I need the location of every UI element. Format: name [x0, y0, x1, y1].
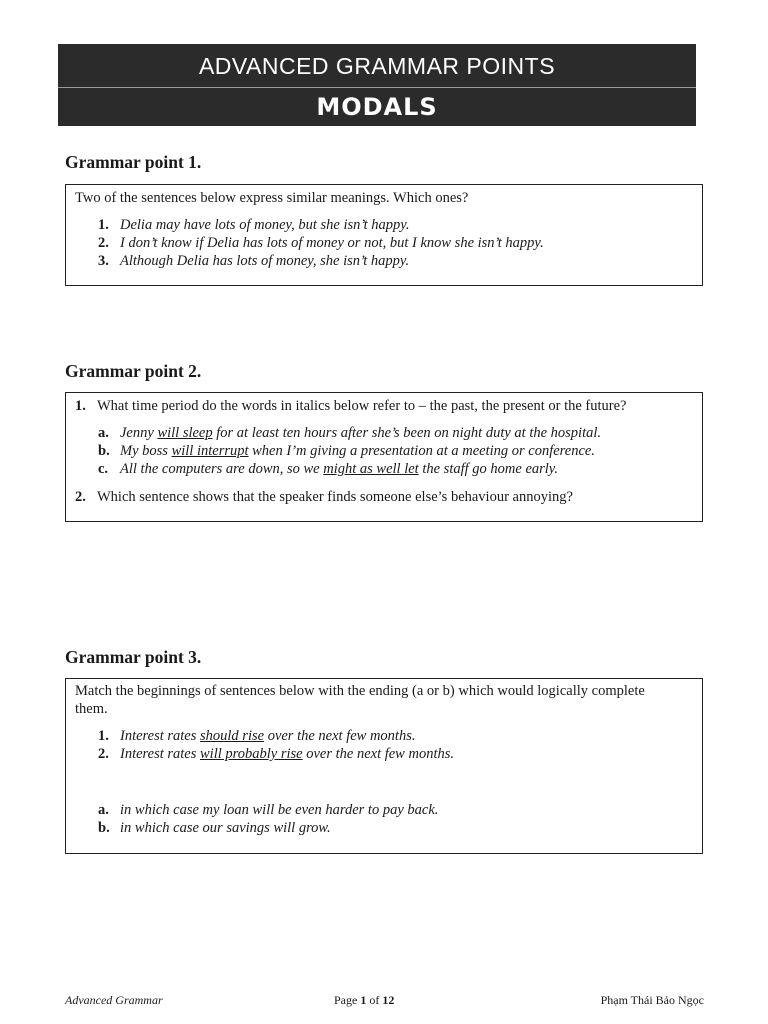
ending-text: in which case my loan will be even harder to pay back.	[120, 802, 439, 818]
item-text: Delia may have lots of money, but she isn’t happy.	[120, 217, 410, 233]
gp2-item-b	[98, 443, 595, 460]
page-number: Page 1 of 12	[334, 993, 395, 1007]
item-letter: b.	[98, 443, 110, 459]
question-number: 1.	[75, 398, 86, 414]
item-number: 2.	[98, 235, 109, 251]
grammar-point-2-box	[65, 392, 703, 522]
gp1-item-2	[98, 235, 544, 252]
footer-author: Phạm Thái Bảo Ngọc	[600, 993, 704, 1007]
grammar-point-1-heading: Grammar point 1.	[65, 152, 202, 172]
item-text: All the computers are down, so we might as well let the staff go home early.	[120, 461, 559, 477]
gp3-item-1	[98, 728, 415, 745]
ending-letter: a.	[98, 802, 109, 818]
ending-text: in which case our savings will grow.	[120, 820, 331, 836]
item-text: My boss will interrupt when I’m giving a presentation at a meeting or conference.	[120, 443, 595, 459]
grammar-point-2-heading: Grammar point 2.	[65, 361, 202, 381]
grammar-point-3-prompt-line-2: them.	[75, 701, 108, 717]
gp3-ending-b	[98, 820, 331, 837]
document-title: ADVANCED GRAMMAR POINTS	[198, 53, 556, 79]
ending-letter: b.	[98, 820, 110, 836]
gp2-question-2	[75, 489, 573, 506]
question-number: 2.	[75, 489, 86, 505]
footer-left: Advanced Grammar	[65, 993, 163, 1007]
gp2-item-a	[98, 425, 601, 442]
grammar-point-3-box	[65, 678, 703, 854]
grammar-point-1-box	[65, 184, 703, 286]
grammar-point-3-prompt-line-1: Match the beginnings of sentences below with the ending (a or b) which would logically complete	[75, 683, 645, 699]
item-number: 3.	[98, 253, 109, 269]
gp3-ending-a	[98, 802, 438, 819]
item-number: 1.	[98, 728, 109, 744]
title-banner	[58, 44, 696, 126]
grammar-point-3-heading: Grammar point 3.	[65, 647, 202, 667]
item-text: I don’t know if Delia has lots of money or not, but I know she isn’t happy.	[120, 235, 544, 251]
item-number: 2.	[98, 746, 109, 762]
document-subtitle: MODALS	[316, 93, 438, 121]
item-text: Interest rates should rise over the next few months.	[120, 728, 416, 744]
gp1-item-1	[98, 217, 410, 234]
question-text: Which sentence shows that the speaker finds someone else’s behaviour annoying?	[97, 489, 573, 505]
gp3-item-2	[98, 746, 454, 763]
item-text: Jenny will sleep for at least ten hours after she’s been on night duty at the hospital.	[120, 425, 602, 441]
gp1-item-3	[98, 253, 409, 270]
item-letter: c.	[98, 461, 109, 477]
question-text: What time period do the words in italics below refer to – the past, the present or the future?	[97, 398, 627, 414]
item-text: Although Delia has lots of money, she isn’t happy.	[120, 253, 410, 269]
grammar-point-1-prompt: Two of the sentences below express similar meanings. Which ones?	[75, 190, 469, 206]
gp2-item-c	[98, 461, 558, 478]
item-number: 1.	[98, 217, 109, 233]
item-text: Interest rates will probably rise over the next few months.	[120, 746, 455, 762]
item-letter: a.	[98, 425, 109, 441]
gp2-question-1	[75, 398, 626, 415]
